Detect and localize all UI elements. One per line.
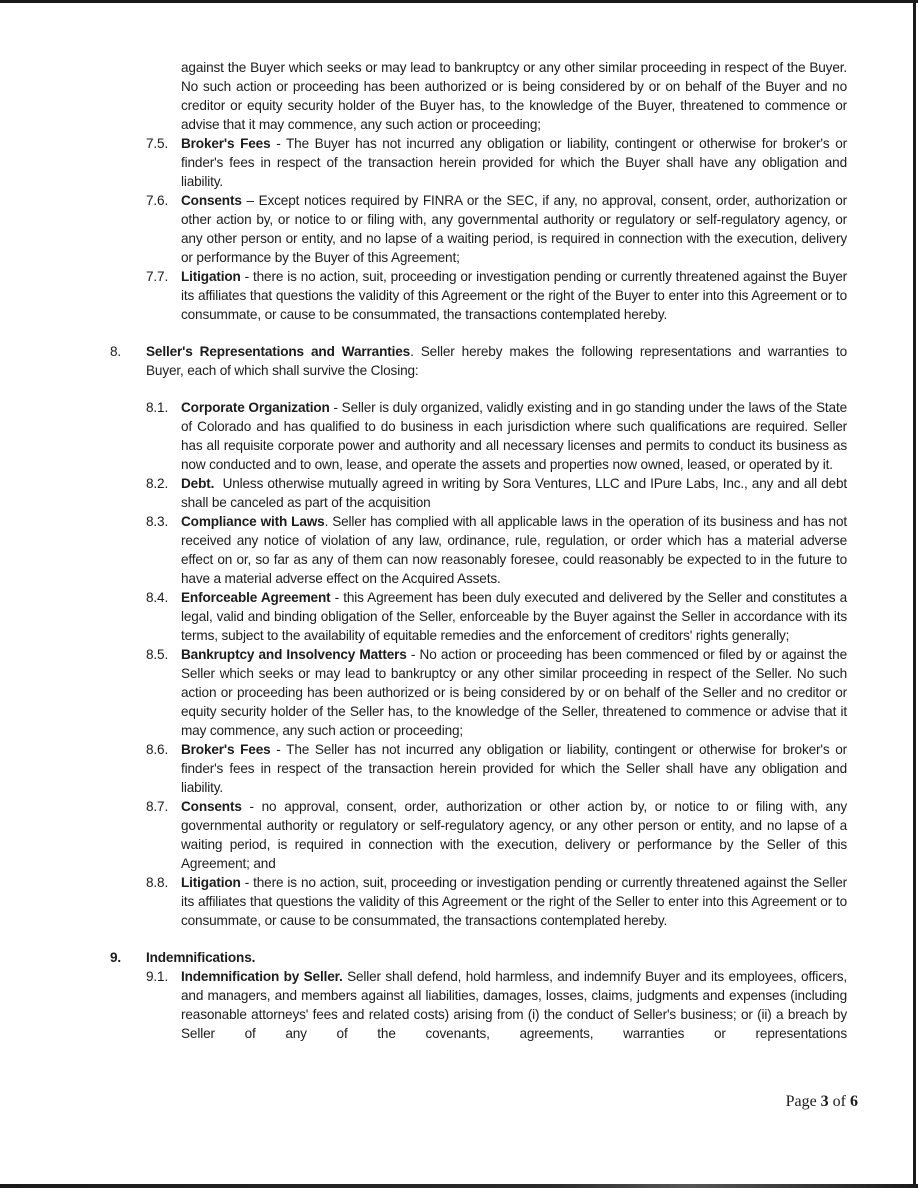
clause-8-2 (146, 474, 851, 512)
clause-7-7: 7.7. Litigation - there is no action, suit, proceeding or investigation pending or currently threatened against the Buyer its affiliates that questions the validity of this Agreement or the right of the Buyer to enter into this Agreement or to consummate, or cause to be consummated, the transactions contemplated hereby. (146, 269, 847, 322)
clause-text: The Buyer has not incurred any obligation or liability, contingent or otherwise for broker's or finder's fees in respect of the transaction herein provided for which the Buyer shall have any obligation and liability. (181, 136, 847, 189)
clause-title: Litigation (181, 269, 241, 284)
clause-text: Seller has complied with all applicable laws in the operation of its business and has not received any notice of violation of any law, ordinance, rule, regulation, or order which has a material adverse effect on or, so far as any of them can now reasonably foresee, could reasonably be expected to in the future to have a material adverse effect on the Acquired Assets. (181, 514, 847, 586)
clause-7-6: 7.6. Consents – Except notices required by FINRA or the SEC, if any, no approval, consent, order, authorization or other action by, or notice to or filing with, any governmental authority or regulatory or self-regulatory agency, or any other person or entity, and no lapse of a waiting period, is required in connection with the execution, delivery or performance by the Buyer of this Agreement; (146, 193, 848, 265)
clause-number: 8.7. (146, 799, 169, 814)
section-intro: Seller hereby makes the following representations and warranties to Buyer, each of which shall survive the Closing: (146, 344, 847, 378)
clause-number: 7.7. (146, 269, 169, 284)
clause-text: there is no action, suit, proceeding or investigation pending or currently threatened against the Seller its affiliates that questions the validity of this Agreement or the right of the Seller to enter into this Agreement or to consummate, or cause to be consummated, the transactions contemplated hereby. (181, 875, 847, 928)
scan-border-bottom (0, 1184, 918, 1188)
scan-border-top (0, 0, 918, 3)
clause-7-4-continuation: against the Buyer which seeks or may lead to bankruptcy or any other similar proceeding in respect of the Buyer. No such action or proceeding has been authorized or is being considered by or on behalf of the Buyer and no creditor or equity security holder of the Buyer has, to the knowledge of the Buyer, threatened to commence or advise that it may commence, any such action or proceeding; (181, 60, 847, 132)
clause-text: The Seller has not incurred any obligation or liability, contingent or otherwise for broker's or finder's fees in respect of the transaction herein provided for which the Seller shall have any obligation and liability. (181, 742, 847, 795)
clause-8-5: 8.5. Bankruptcy and Insolvency Matters - No action or proceeding has been commenced or filed by or against the Seller which seeks or may lead to bankruptcy or any other similar proceeding in respect of the Seller. No such action or proceeding has been authorized or is being considered by or on behalf of the Seller and no creditor or equity security holder of the Seller has, to the knowledge of the Seller, threatened to commence or advise that it may commence, any such action or proceeding; (146, 647, 847, 738)
clause-number: 8.4. (146, 590, 169, 605)
section-title: Seller's Representations and Warranties (146, 344, 411, 359)
current-page: 3 (820, 1093, 829, 1110)
clause-text: Seller is duly organized, validly existing and in go standing under the laws of the State of Colorado and has qualified to do business in each jurisdiction where such qualifications are required. Seller has all requisite corporate power and authority and all necessary licenses and permits to conduct its business as now conducted and to own, lease, and operate the assets and properties now owned, leased, or operated by it. (181, 400, 847, 472)
clause-number: 8.5. (146, 647, 169, 662)
clause-text: Except notices required by FINRA or the SEC, if any, no approval, consent, order, authorization or other action by, or notice to or filing with, any governmental authority or regulatory or self-regulatory agency, or any other person or entity, and no lapse of a waiting period, is required in connection with the execution, delivery or performance by the Buyer of this Agreement; (181, 193, 848, 265)
clause-title: Broker's Fees (181, 136, 271, 151)
clause-title: Broker's Fees (181, 742, 271, 757)
clause-number: 8.2. (146, 476, 169, 491)
section-number: 9. (110, 950, 122, 965)
clause-number: 8.8. (146, 875, 169, 890)
clause-8-1: 8.1. Corporate Organization - Seller is duly organized, validly existing and in go standing under the laws of the State of Colorado and has qualified to do business in each jurisdiction where such qualifications are required. Seller has all requisite corporate power and authority and all necessary licenses and permits to conduct its business as now conducted and to own, lease, and operate the assets and properties now owned, leased, or operated by it. (146, 400, 847, 472)
section-9-heading (110, 948, 847, 967)
clause-title: Consents (181, 799, 242, 814)
clause-title: Litigation (181, 875, 241, 890)
clause-title: Bankruptcy and Insolvency Matters (181, 647, 407, 662)
document-body (110, 58, 851, 1043)
clause-text: No action or proceeding has been commenced or filed by or against the Seller which seeks or may lead to bankruptcy or any other similar proceeding in respect of the Seller. No such action or proceeding has been authorized or is being considered by or on behalf of the Seller and no creditor or equity security holder of the Seller has, to the knowledge of the Seller, threatened to commence or advise that it may commence, any such action or proceeding; (181, 647, 847, 738)
clause-title: Debt. (181, 476, 215, 491)
section-8-heading: 8. Seller's Representations and Warranties. Seller hereby makes the following representations and warranties to Buyer, each of which shall survive the Closing: (110, 344, 847, 378)
clause-number: 7.6. (146, 193, 169, 208)
clause-title: Compliance with Laws (181, 514, 325, 529)
clause-number: 8.1. (146, 400, 169, 415)
clause-9-1 (146, 967, 847, 1043)
section-title: Indemnifications. (146, 950, 256, 965)
scan-border-right (913, 0, 916, 1188)
clause-8-4: 8.4. Enforceable Agreement - this Agreement has been duly executed and delivered by the Seller and constitutes a legal, valid and binding obligation of the Seller, enforceable by the Buyer against the Seller in accordance with its terms, subject to the availability of equitable remedies and the enforcement of creditors' rights generally; (146, 590, 847, 643)
clause-7-5: 7.5. Broker's Fees - The Buyer has not incurred any obligation or liability, contingent or otherwise for broker's or finder's fees in respect of the transaction herein provided for which the Buyer shall have any obligation and liability. (146, 136, 847, 189)
clause-8-3: 8.3. Compliance with Laws. Seller has complied with all applicable laws in the operation of its business and has not received any notice of violation of any law, ordinance, rule, regulation, or order which has a material adverse effect on or, so far as any of them can now reasonably foresee, could reasonably be expected to in the future to have a material adverse effect on the Acquired Assets. (146, 514, 847, 586)
clause-title: Enforceable Agreement (181, 590, 331, 605)
section-number: 8. (110, 344, 122, 359)
clause-8-8: 8.8. Litigation - there is no action, suit, proceeding or investigation pending or currently threatened against the Seller its affiliates that questions the validity of this Agreement or the right of the Seller to enter into this Agreement or to consummate, or cause to be consummated, the transactions contemplated hereby. (146, 875, 847, 928)
clause-title: Consents (181, 193, 242, 208)
clause-text: Seller shall defend, hold harmless, and indemnify Buyer and its employees, officers, and managers, and members against all liabilities, damages, losses, claims, judgments and expenses (including reasonable attorneys' fees and related costs) arising from (i) the conduct of Seller's business; or (ii) a breach by Seller of any of the covenants, agreements, warranties or representations (181, 969, 847, 1041)
clause-number: 8.6. (146, 742, 169, 757)
clause-text: this Agreement has been duly executed and delivered by the Seller and constitutes a legal, valid and binding obligation of the Seller, enforceable by the Buyer against the Seller in accordance with its terms, subject to the availability of equitable remedies and the enforcement of creditors' rights generally; (181, 590, 847, 643)
page-number: Page 3 of 6 (785, 1093, 858, 1110)
clause-title: Indemnification by Seller. (181, 969, 343, 984)
clause-title: Corporate Organization (181, 400, 330, 415)
clause-number: 9.1. (146, 969, 169, 984)
clause-number: 8.3. (146, 514, 169, 529)
clause-text: no approval, consent, order, authorization or other action by, or notice to or filing with, any governmental authority or regulatory or self-regulatory agency, or any other person or entity, and no lapse of a waiting period, is required in connection with the execution, delivery or performance by the Seller of this Agreement; and (181, 799, 848, 871)
clause-number: 7.5. (146, 136, 169, 151)
clause-text: there is no action, suit, proceeding or investigation pending or currently threatened against the Buyer its affiliates that questions the validity of this Agreement or the right of the Buyer to enter into this Agreement or to consummate, or cause to be consummated, the transactions contemplated hereby. (181, 269, 847, 322)
clause-8-6: 8.6. Broker's Fees - The Seller has not incurred any obligation or liability, contingent or otherwise for broker's or finder's fees in respect of the transaction herein provided for which the Seller shall have any obligation and liability. (146, 742, 847, 795)
clause-8-7: 8.7. Consents - no approval, consent, order, authorization or other action by, or notice to or filing with, any governmental authority or regulatory or self-regulatory agency, or any other person or entity, and no lapse of a waiting period, is required in connection with the execution, delivery or performance by the Seller of this Agreement; and (146, 799, 848, 871)
clause-text: Unless otherwise mutually agreed in writing by Sora Ventures, LLC and IPure Labs, Inc., any and all debt shall be canceled as part of the acquisition (181, 476, 851, 510)
total-pages: 6 (850, 1093, 858, 1110)
